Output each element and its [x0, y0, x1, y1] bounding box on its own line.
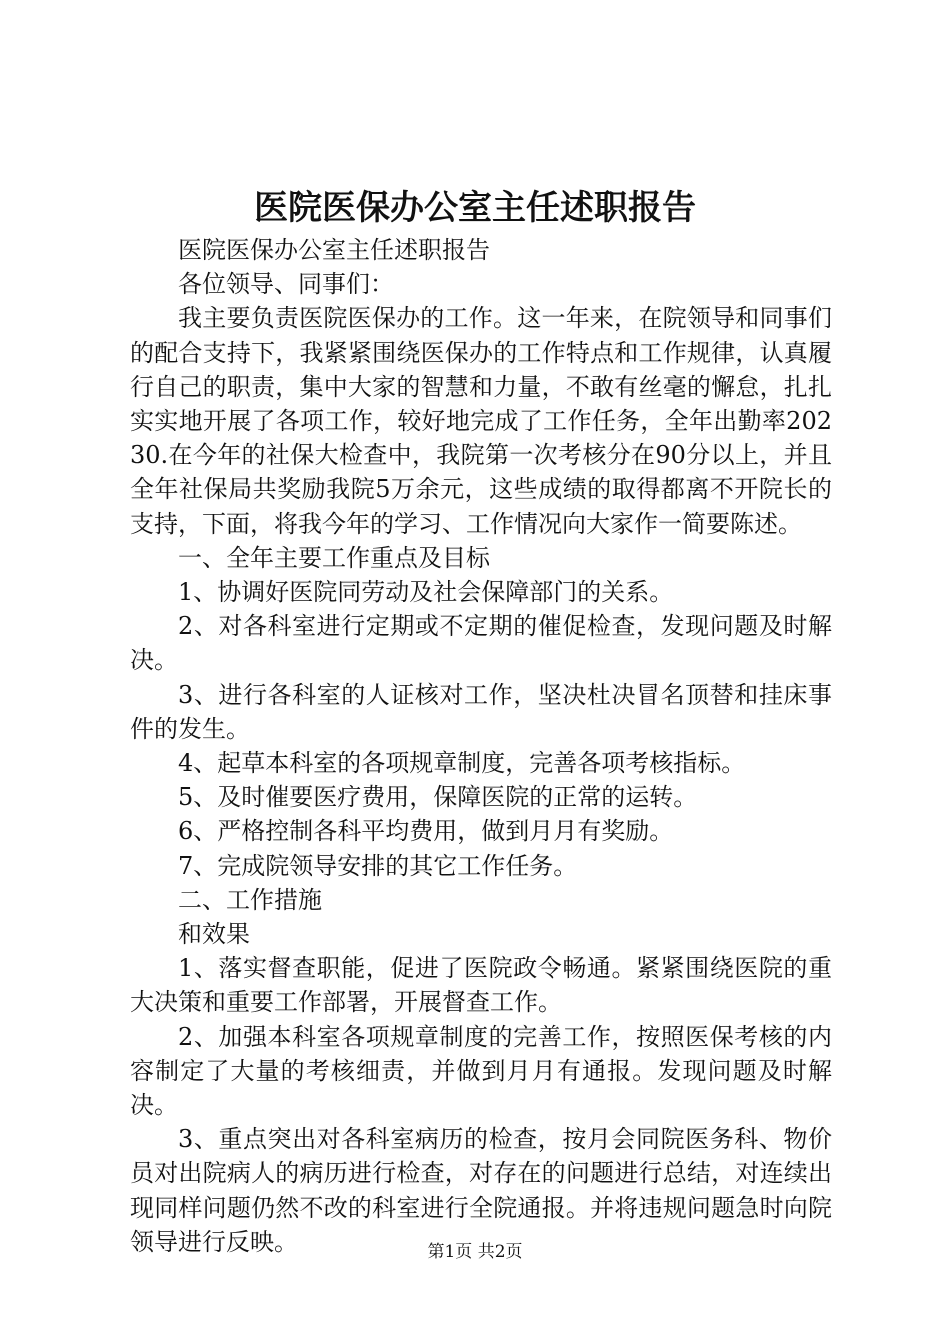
- section-heading-measures: 二、工作措施: [178, 885, 322, 914]
- paragraph-subtitle: 医院医保办公室主任述职报告: [178, 236, 490, 264]
- page-number-total: 共2页: [477, 1242, 523, 1262]
- document-body: [130, 233, 832, 1259]
- document-title: 医院医保办公室主任述职报告: [254, 188, 696, 228]
- goal-item: 1、协调好医院同劳动及社会保障部门的关系。: [178, 578, 674, 607]
- paragraph-intro: 我主要负责医院医保办的工作。这一年来，在院领导和同事们的配合支持下，我紧紧围绕医保办的工作特点和工作规律，认真履行自己的职责，集中大家的智慧和力量，不敢有丝毫的懈怠，扎扎实实地开展了各项工作，较好地完成了工作任务，全年出勤率20230.在今年的社保大检查中，我院第一次考核分在90分以上，并且全年社保局共奖励我院5万余元，这些成绩的取得都离不开院长的支持，下面，将我今年的学习、工作情况向大家作一简要陈述。: [130, 304, 832, 538]
- goal-item: 2、对各科室进行定期或不定期的催促检查，发现问题及时解决。: [130, 612, 832, 675]
- goal-item: 7、完成院领导安排的其它工作任务。: [178, 851, 578, 880]
- goal-item: 3、进行各科室的人证核对工作，坚决杜决冒名顶替和挂床事件的发生。: [130, 680, 832, 743]
- goal-item: 6、严格控制各科平均费用，做到月月有奖励。: [178, 817, 674, 846]
- section-heading-goals: 一、全年主要工作重点及目标: [178, 543, 490, 572]
- page-number-current: 第1页: [427, 1242, 473, 1262]
- goal-item: 5、及时催要医疗费用，保障医院的正常的运转。: [178, 783, 698, 812]
- measure-item: 2、加强本科室各项规章制度的完善工作，按照医保考核的内容制定了大量的考核细责，并做到月月有通报。发现问题及时解决。: [130, 1022, 832, 1120]
- measure-item: 3、重点突出对各科室病历的检查，按月会同院医务科、物价员对出院病人的病历进行检查，对存在的问题进行总结，对连续出现同样问题仍然不改的科室进行全院通报。并将违规问题急时向院领导进行反映。: [130, 1125, 832, 1256]
- paragraph-salutation: 各位领导、同事们：: [178, 270, 394, 299]
- measure-item: 1、落实督查职能，促进了医院政令畅通。紧紧围绕医院的重大决策和重要工作部署，开展督查工作。: [130, 954, 832, 1017]
- section-heading-measures-continued: 和效果: [178, 920, 250, 949]
- page-footer: [0, 1240, 950, 1264]
- goal-item: 4、起草本科室的各项规章制度，完善各项考核指标。: [178, 749, 746, 778]
